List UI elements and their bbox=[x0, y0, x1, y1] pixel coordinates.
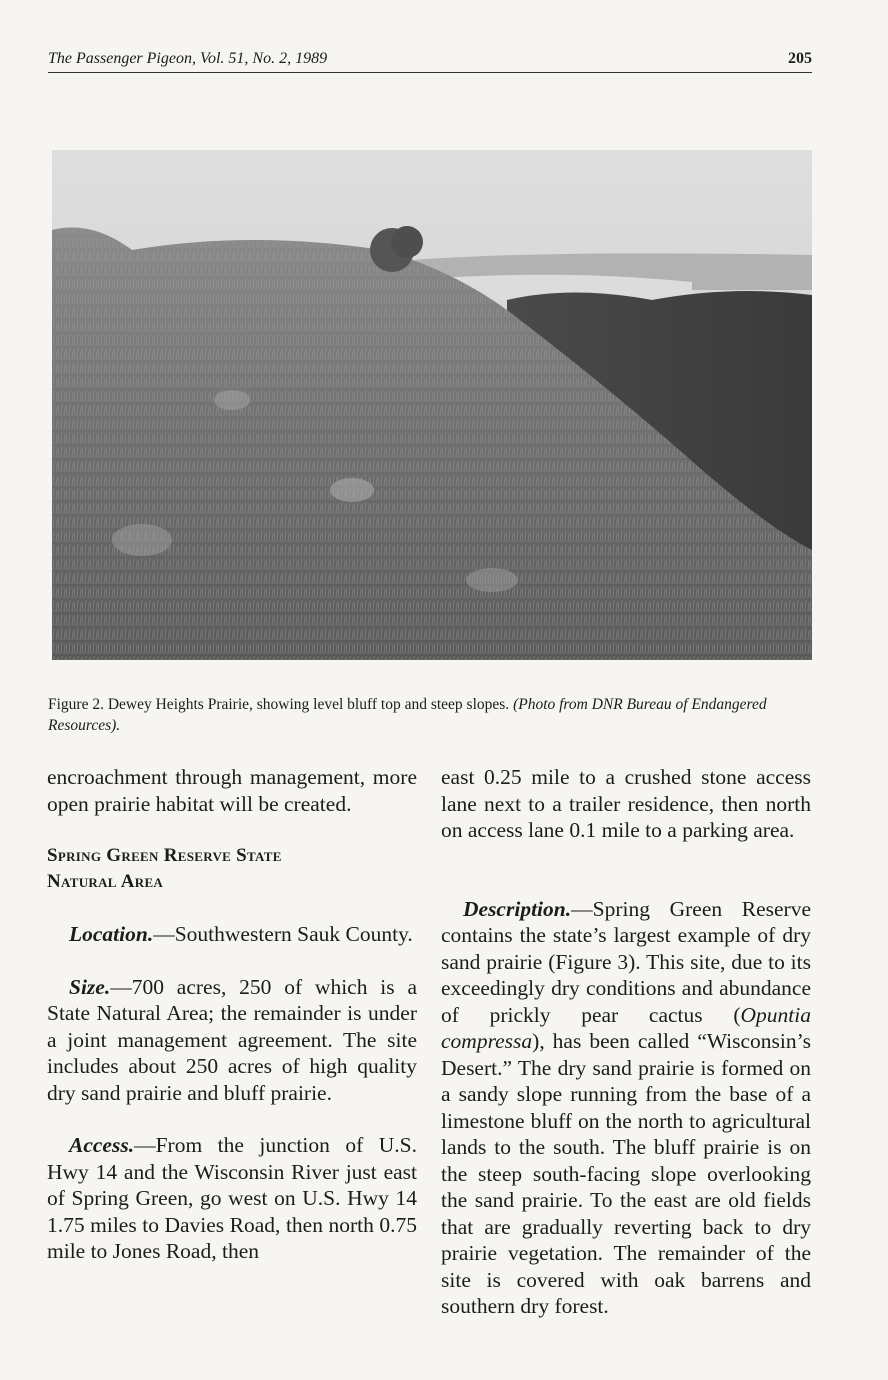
size-text: —700 acres, 250 of which is a State Natural Area; the remainder is under a joint management agreement. The site includes about 250 acres of high quality dry sand prairie and bluff prairie. bbox=[47, 974, 417, 1105]
location-paragraph bbox=[47, 921, 417, 948]
description-text-1: —Spring Green Reserve contains the state’s largest example of dry sand prairie (Figure 3). This site, due to its exceedingly dry conditions and abundance of prickly pear cactus ( bbox=[441, 896, 811, 1027]
access-text: —From the junction of U.S. Hwy 14 and the Wisconsin River just east of Spring Green, go west on U.S. Hwy 14 1.75 miles to Davies Road, then north 0.75 mile to Jones Road, then bbox=[47, 1133, 417, 1263]
running-header bbox=[48, 50, 812, 73]
description-text-2: ), has been called “Wisconsin’s Desert.” The dry sand prairie is formed on a sandy slope running from the base of a limestone bluff on the north to agricultural lands to the south. The bluff prairie is on the steep south-facing slope overlooking the sand prairie. To the east are old fields that are gradually reverting back to dry prairie vegetation. The remainder of the site is covered with oak barrens and southern dry forest. bbox=[441, 1029, 811, 1318]
page-number: 205 bbox=[788, 50, 812, 67]
section-heading: Spring Green Reserve State bbox=[47, 845, 282, 866]
caption-text: Figure 2. Dewey Heights Prairie, showing level bluff top and steep slopes. bbox=[48, 696, 510, 713]
continuation-paragraph: encroachment through management, more open prairie habitat will be created. bbox=[47, 765, 417, 816]
access-label: Access. bbox=[69, 1133, 135, 1157]
section-heading-line-2: Natural Area bbox=[47, 871, 164, 892]
figure-photo bbox=[52, 150, 812, 660]
right-column bbox=[441, 764, 811, 1320]
size-label: Size. bbox=[69, 974, 111, 999]
journal-citation: The Passenger Pigeon, Vol. 51, No. 2, 1989 bbox=[48, 50, 328, 67]
access-paragraph bbox=[47, 1132, 417, 1265]
size-paragraph bbox=[47, 974, 417, 1107]
left-column bbox=[47, 764, 417, 1265]
description-label: Description. bbox=[463, 896, 572, 921]
species-name: Opuntia compressa bbox=[441, 1002, 811, 1053]
location-text: —Southwestern Sauk County. bbox=[153, 922, 413, 946]
caption-credit: (Photo from DNR Bureau of Endangered Resources). bbox=[48, 696, 767, 734]
description-paragraph bbox=[441, 896, 811, 1320]
figure-caption bbox=[48, 694, 812, 736]
location-label: Location. bbox=[69, 922, 154, 946]
access-continuation: east 0.25 mile to a crushed stone access lane next to a trailer residence, then north on access lane 0.1 mile to a parking area. bbox=[441, 765, 811, 842]
